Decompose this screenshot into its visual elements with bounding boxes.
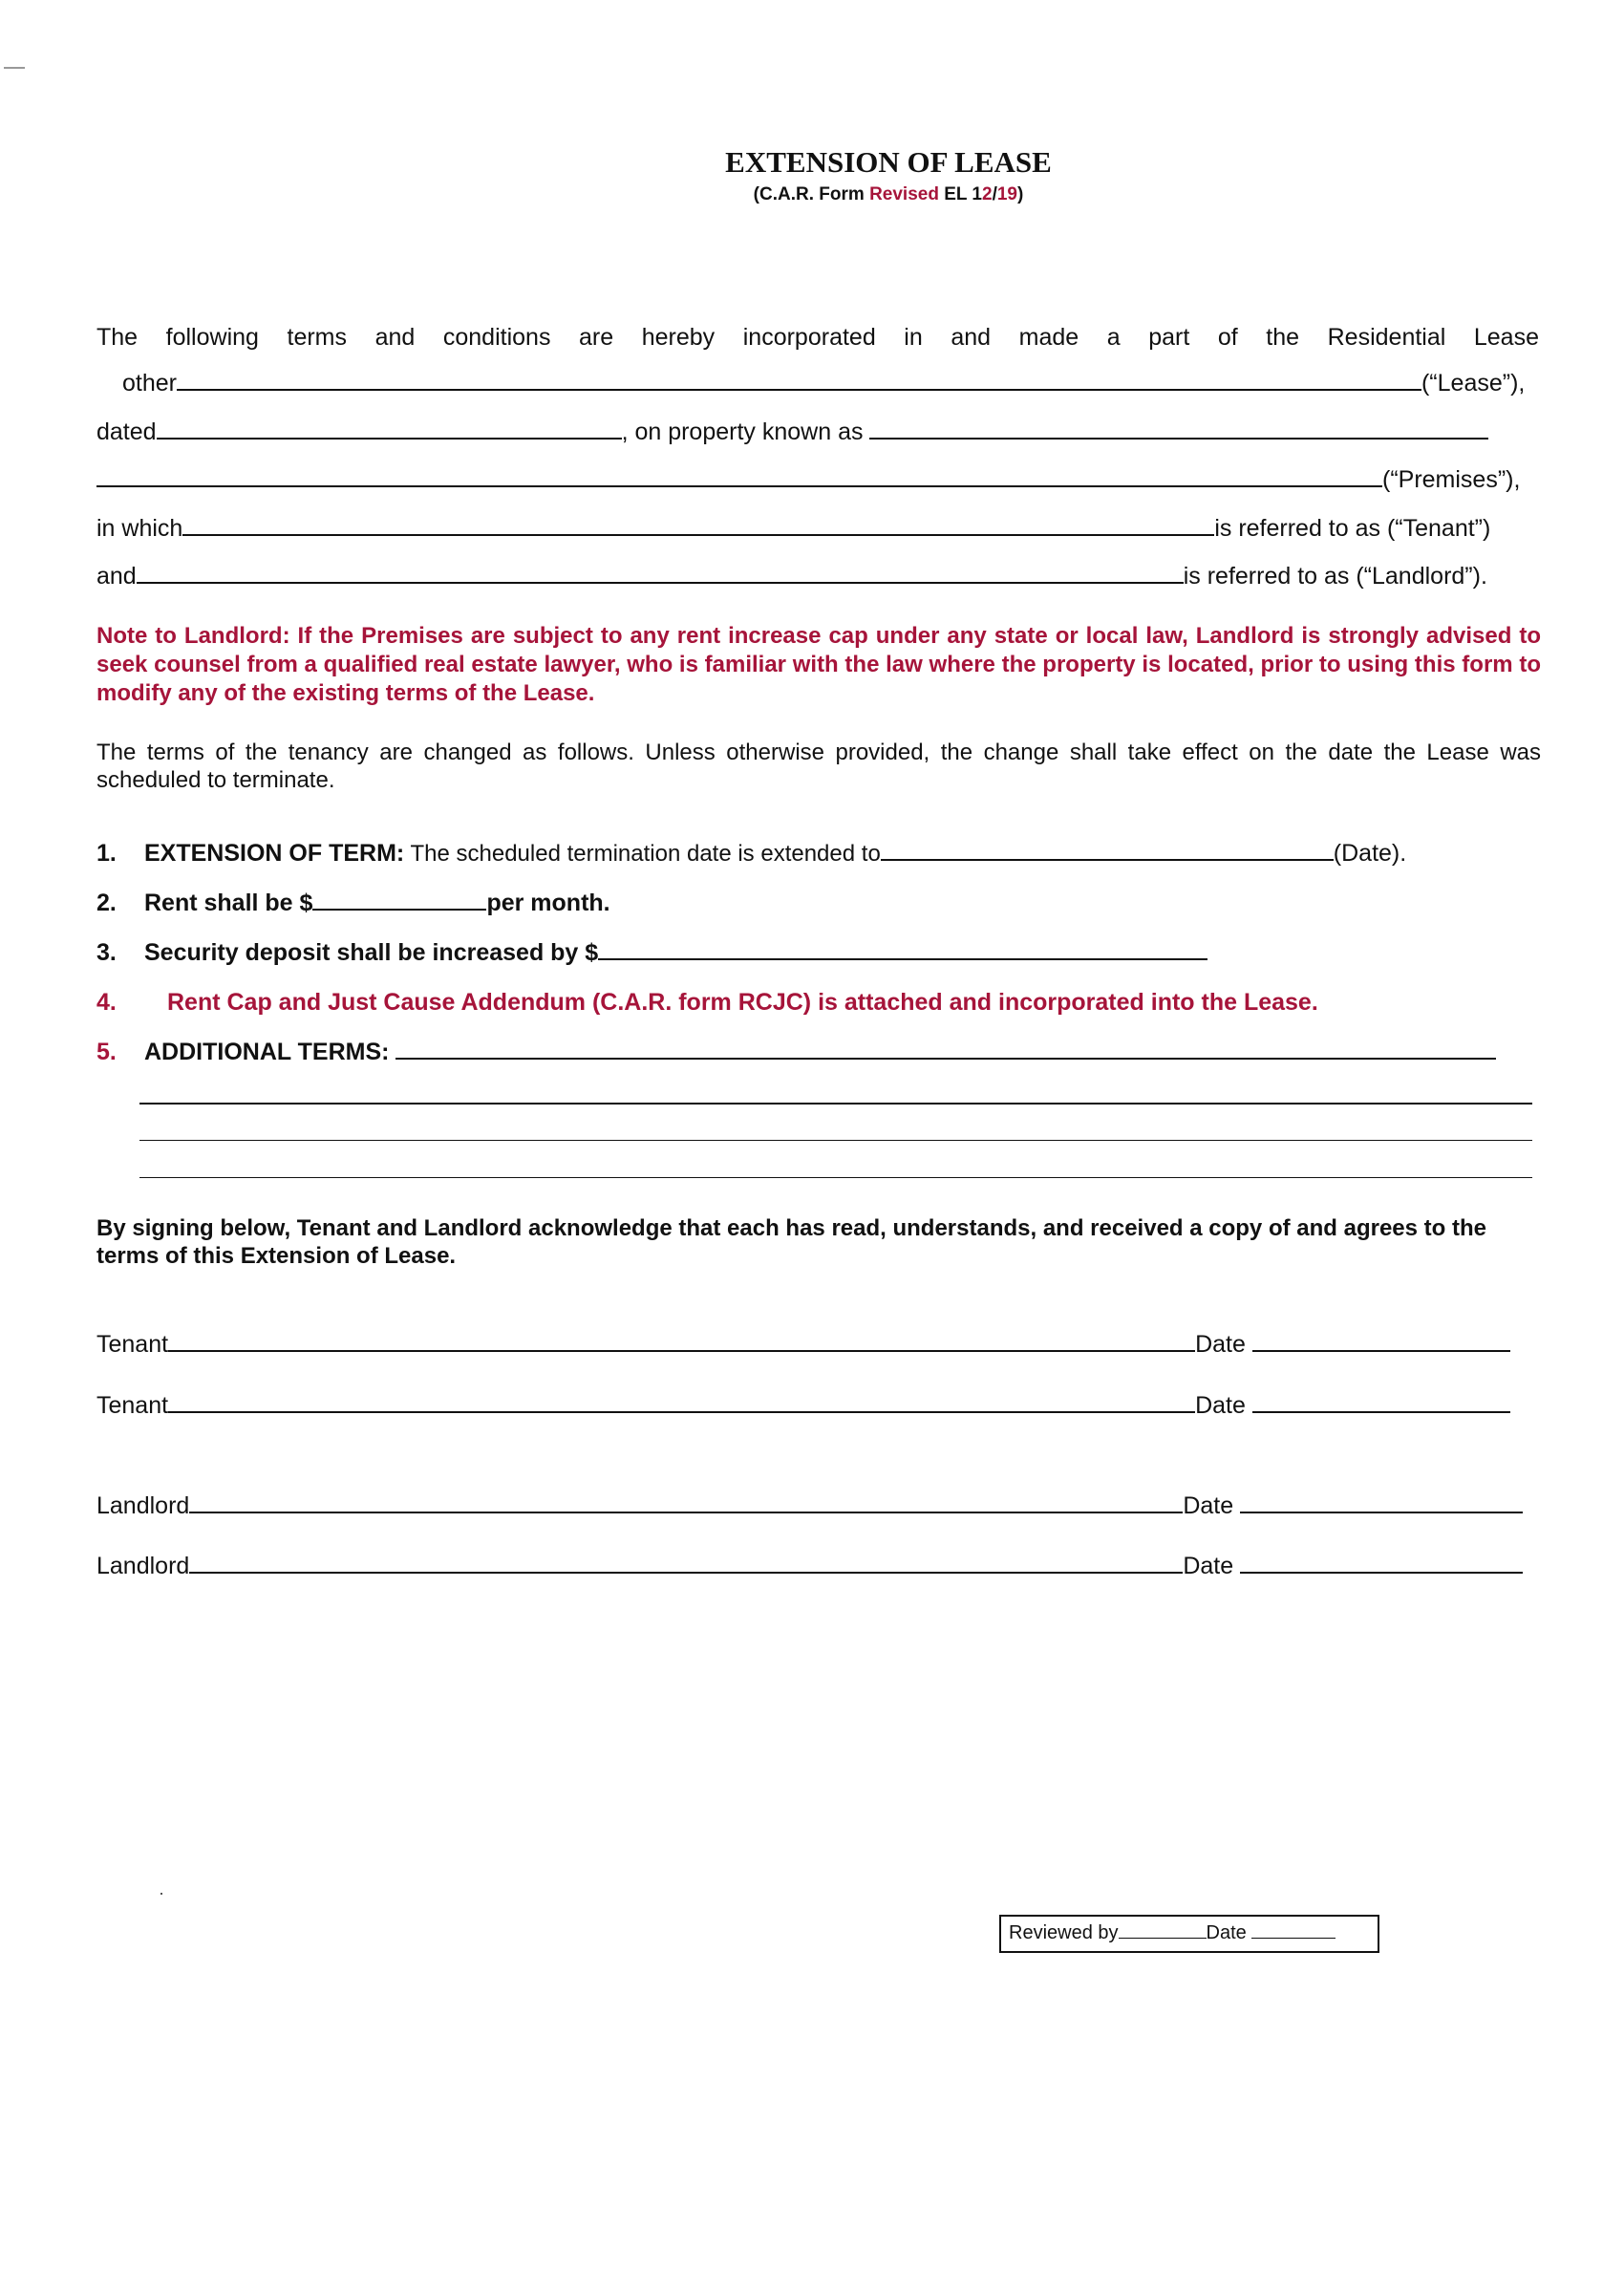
landlord-name-row: [96, 563, 1541, 590]
acknowledgement: By signing below, Tenant and Landlord acknowledge that each has read, understands, and received a copy of and agrees to the terms of this Extension of Lease.: [96, 1215, 1486, 1269]
item-rent: [96, 890, 1541, 917]
item-number: 2.: [96, 890, 117, 916]
reviewed-label: Reviewed by: [1009, 1922, 1119, 1943]
additional-terms-line-3[interactable]: [139, 1140, 1532, 1141]
subtitle-form-code: (C.A.R. Form: [753, 184, 870, 204]
subtitle-slash: /: [992, 184, 997, 204]
reviewed-date-field[interactable]: [1251, 1937, 1336, 1939]
signature-row-tenant-2: [96, 1392, 1541, 1420]
signature-role: Tenant: [96, 1331, 169, 1358]
date-label: Date: [1195, 1392, 1246, 1419]
tenant-signature-field[interactable]: [168, 1410, 1195, 1413]
rent-amount-field[interactable]: [312, 908, 486, 911]
item-suffix: per month.: [486, 890, 610, 916]
in-which-label: in which: [96, 515, 183, 542]
item-number: 4.: [96, 989, 117, 1016]
intro-line: The following terms and conditions are hereby incorporated in and made a part of the Residential Lease: [96, 324, 1539, 351]
termination-date-field[interactable]: [881, 858, 1334, 861]
premises-row: [96, 466, 1541, 494]
signature-role: Tenant: [96, 1392, 169, 1419]
additional-terms-line-4[interactable]: [139, 1177, 1532, 1178]
reviewed-box: [999, 1915, 1379, 1953]
subtitle-revised: Revised: [869, 184, 939, 204]
item-number: 3.: [96, 939, 117, 966]
stray-dot: [160, 1893, 162, 1895]
signature-row-landlord-1: [96, 1492, 1541, 1520]
item-label: Rent shall be $: [144, 890, 313, 916]
property-field[interactable]: [869, 437, 1488, 440]
lease-ref: (“Lease”),: [1421, 370, 1526, 397]
tenant-date-field[interactable]: [1252, 1349, 1510, 1352]
terms-intro: The terms of the tenancy are changed as follows. Unless otherwise provided, the change shall take effect on the date the Lease was scheduled to terminate.: [96, 740, 1541, 793]
signature-role: Landlord: [96, 1553, 190, 1579]
item-additional-terms: [96, 1039, 1541, 1066]
signature-row-landlord-2: [96, 1553, 1541, 1580]
additional-terms-line-2[interactable]: [139, 1103, 1532, 1105]
item-label: EXTENSION OF TERM:: [144, 840, 405, 867]
reviewed-date-label: Date: [1206, 1922, 1247, 1943]
other-field[interactable]: [177, 388, 1421, 391]
dated-row: [96, 418, 1541, 446]
signature-row-tenant-1: [96, 1331, 1541, 1359]
premises-ref: (“Premises”),: [1382, 466, 1521, 493]
form-subtitle: [0, 184, 1624, 205]
item-label: Security deposit shall be increased by $: [144, 939, 599, 966]
item-suffix: (Date).: [1333, 840, 1407, 867]
subtitle-close: ): [1017, 184, 1024, 204]
dated-field[interactable]: [157, 437, 622, 440]
landlord-ref: is referred to as (“Landlord”).: [1183, 563, 1487, 590]
landlord-name-field[interactable]: [137, 581, 1184, 584]
additional-terms-field[interactable]: [395, 1057, 1496, 1060]
subtitle-el: EL 1: [938, 184, 982, 204]
tenant-name-row: [96, 515, 1541, 543]
security-deposit-field[interactable]: [598, 957, 1207, 960]
signature-role: Landlord: [96, 1492, 190, 1519]
item-security-deposit: [96, 939, 1541, 967]
tenant-date-field[interactable]: [1252, 1410, 1510, 1413]
item-text: Rent Cap and Just Cause Addendum (C.A.R. form RCJC) is attached and incorporated into the Lease.: [167, 989, 1318, 1016]
date-label: Date: [1183, 1492, 1234, 1519]
landlord-signature-field[interactable]: [189, 1571, 1183, 1574]
landlord-signature-field[interactable]: [189, 1511, 1183, 1513]
item-number: 1.: [96, 840, 117, 867]
other-label: other: [122, 370, 177, 397]
date-label: Date: [1195, 1331, 1246, 1358]
property-label: , on property known as: [621, 418, 864, 445]
item-rent-cap-addendum: [96, 989, 1541, 1017]
subtitle-year: 19: [996, 184, 1017, 204]
item-label: ADDITIONAL TERMS:: [144, 1039, 390, 1065]
item-text: The scheduled termination date is extended to: [404, 841, 881, 867]
and-label: and: [96, 563, 137, 590]
tenant-ref: is referred to as (“Tenant”): [1214, 515, 1491, 542]
tenant-signature-field[interactable]: [168, 1349, 1195, 1352]
item-extension-of-term: [96, 840, 1541, 868]
margin-mark: [4, 67, 25, 69]
landlord-note: Note to Landlord: If the Premises are subject to any rent increase cap under any state or local law, Landlord is strongly advised to seek counsel from a qualified real estate lawyer, who is familiar with the law where the property is located, prior to using this form to modify any of the existing terms of the Lease.: [96, 623, 1541, 706]
subtitle-month: 2: [982, 184, 993, 204]
dated-label: dated: [96, 418, 157, 445]
premises-field[interactable]: [96, 484, 1382, 487]
item-number: 5.: [96, 1039, 117, 1065]
tenant-name-field[interactable]: [182, 533, 1214, 536]
landlord-date-field[interactable]: [1240, 1511, 1523, 1513]
date-label: Date: [1183, 1553, 1234, 1579]
lease-other-row: [96, 370, 1541, 397]
form-title: EXTENSION OF LEASE: [725, 145, 1052, 179]
landlord-date-field[interactable]: [1240, 1571, 1523, 1574]
reviewed-by-field[interactable]: [1119, 1937, 1207, 1939]
